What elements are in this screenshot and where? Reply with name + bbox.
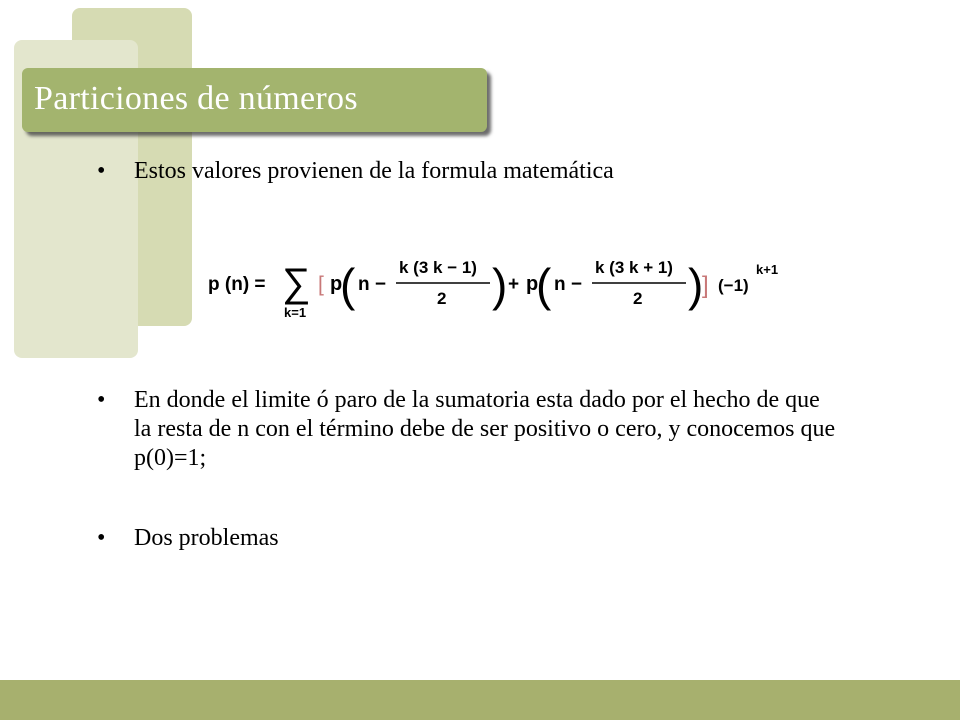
- bullet-item: [97, 524, 837, 553]
- formula-n2: n −: [554, 274, 582, 295]
- formula-lhs: p (n) =: [208, 274, 266, 295]
- bullet-text: En donde el limite ó paro de la sumatoria esta dado por el hecho de que la resta de n con el término debe de ser positivo o cero, y conocemos que p(0)=1;: [134, 387, 836, 471]
- bullet-marker: •: [97, 525, 106, 551]
- bullet-text: Estos valores provienen de la formula matemática: [134, 158, 614, 184]
- formula-paren-left-1: (: [340, 259, 356, 311]
- formula-plus: +: [508, 274, 520, 295]
- formula-sign-base: (−1): [718, 276, 749, 295]
- slide-title: Particiones de números: [34, 80, 358, 117]
- formula-close-bracket: ]: [702, 272, 709, 299]
- formula-paren-left-2: (: [536, 259, 552, 311]
- bullet-marker: •: [97, 387, 106, 413]
- formula-frac1-numerator: k (3 k − 1): [399, 258, 477, 277]
- formula-paren-right-2: ): [688, 259, 704, 311]
- formula-paren-right-1: ): [492, 259, 508, 311]
- bullet-item: [97, 157, 837, 186]
- formula-sum-lower: k=1: [284, 305, 307, 320]
- formula-frac1-denominator: 2: [437, 289, 447, 308]
- formula-exponent: k+1: [756, 262, 779, 277]
- title-bar: [22, 68, 487, 132]
- footer-band: [0, 680, 960, 720]
- bullet-text: Dos problemas: [134, 525, 279, 551]
- formula-sum-symbol: ∑: [282, 261, 311, 305]
- bullet-marker: •: [97, 158, 106, 184]
- formula-frac2-numerator: k (3 k + 1): [595, 258, 673, 277]
- formula-n1: n −: [358, 274, 386, 295]
- partition-formula: [208, 238, 808, 328]
- formula-open-bracket: [: [318, 273, 324, 296]
- bullet-item: [97, 386, 837, 473]
- formula-p2: p: [526, 273, 539, 295]
- formula-frac2-denominator: 2: [633, 289, 643, 308]
- formula-p1: p: [330, 273, 343, 295]
